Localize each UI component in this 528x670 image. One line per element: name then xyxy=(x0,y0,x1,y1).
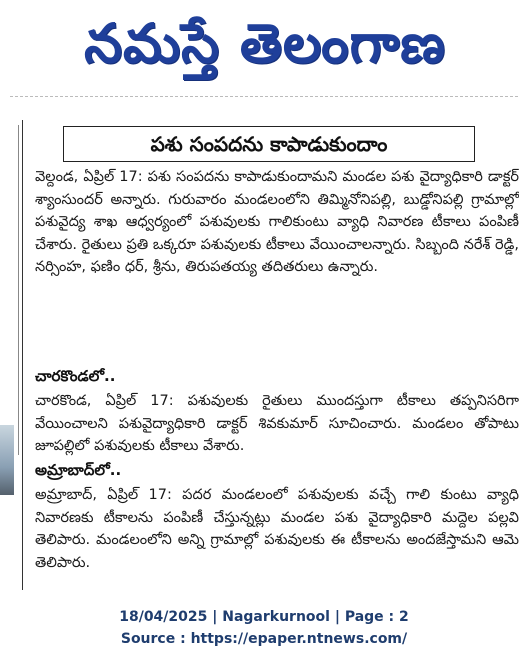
news-article xyxy=(22,120,523,590)
article-paragraph-1: వెల్దండ, ఏప్రిల్ 17: పశు సంపదను కాపాడుకుందామని మండల పశు వైద్యాధికారి డాక్టర్ శ్యాంసుందర్ అన్నారు. గురువారం మండలంలోని తిమ్మినోనిపల్లి, బుడ్డోనిపల్లి గ్రామాల్లో పశువైద్య శాఖ ఆధ్వర్యంలో పశువులకు గాలికుంటు వ్యాధి నివారణ టీకాలు పంపిణీ చేశారు. రైతులు ప్రతి ఒక్కరూ పశువులకు టీకాలు వేయించాలన్నారు. సిబ్బంది నరేశ్ రెడ్డి, నర్సింహ, ఫణిం ధర్, శ్రీను, తిరుపతయ్య తదితరులు ఉన్నారు. xyxy=(35,169,519,275)
newspaper-logo: నమస్తే తెలంగాణ xyxy=(84,12,446,75)
masthead xyxy=(0,0,528,92)
footer-source: Source : https://epaper.ntnews.com/ xyxy=(120,631,408,647)
adjacent-photo-clipped xyxy=(0,425,14,495)
footer xyxy=(0,606,528,656)
article-headline: పశు సంపదను కాపాడుకుందాం xyxy=(63,126,475,162)
divider xyxy=(10,96,518,98)
article-paragraph-3: అమ్రాబాద్, ఏప్రిల్ 17: పదర మండలంలో పశువులకు వచ్చే గాలి కుంటు వ్యాధి నివారణకు టీకాలను పంపిణీ చేస్తున్నట్లు మండల పశు వైద్యాధికారి మద్దెల పల్లవి తెలిపారు. మండలంలోని అన్ని గ్రామాల్లో పశువులకు ఈ టీకాలను అందజేస్తామని ఆమె తెలిపారు. xyxy=(35,487,519,571)
footer-dateline: 18/04/2025 | Nagarkurnool | Page : 2 xyxy=(119,609,409,625)
article-paragraph-2: చారకొండ, ఏప్రిల్ 17: పశువులకు రైతులు ముందస్తుగా టీకాలు తప్పనిసరిగా వేయించాలని పశువైద్యాధికారి డాక్టర్ శివకుమార్ సూచించారు. మండలం తోపాటు జూపల్లిలో పశువులకు టీకాలు వేశారు. xyxy=(35,393,519,454)
subhead-charakonda: చారకొండలో.. xyxy=(35,367,116,385)
adjacent-column-clipped xyxy=(0,125,19,455)
subhead-amrabad: అమ్రాబాద్‌లో.. xyxy=(35,461,122,479)
